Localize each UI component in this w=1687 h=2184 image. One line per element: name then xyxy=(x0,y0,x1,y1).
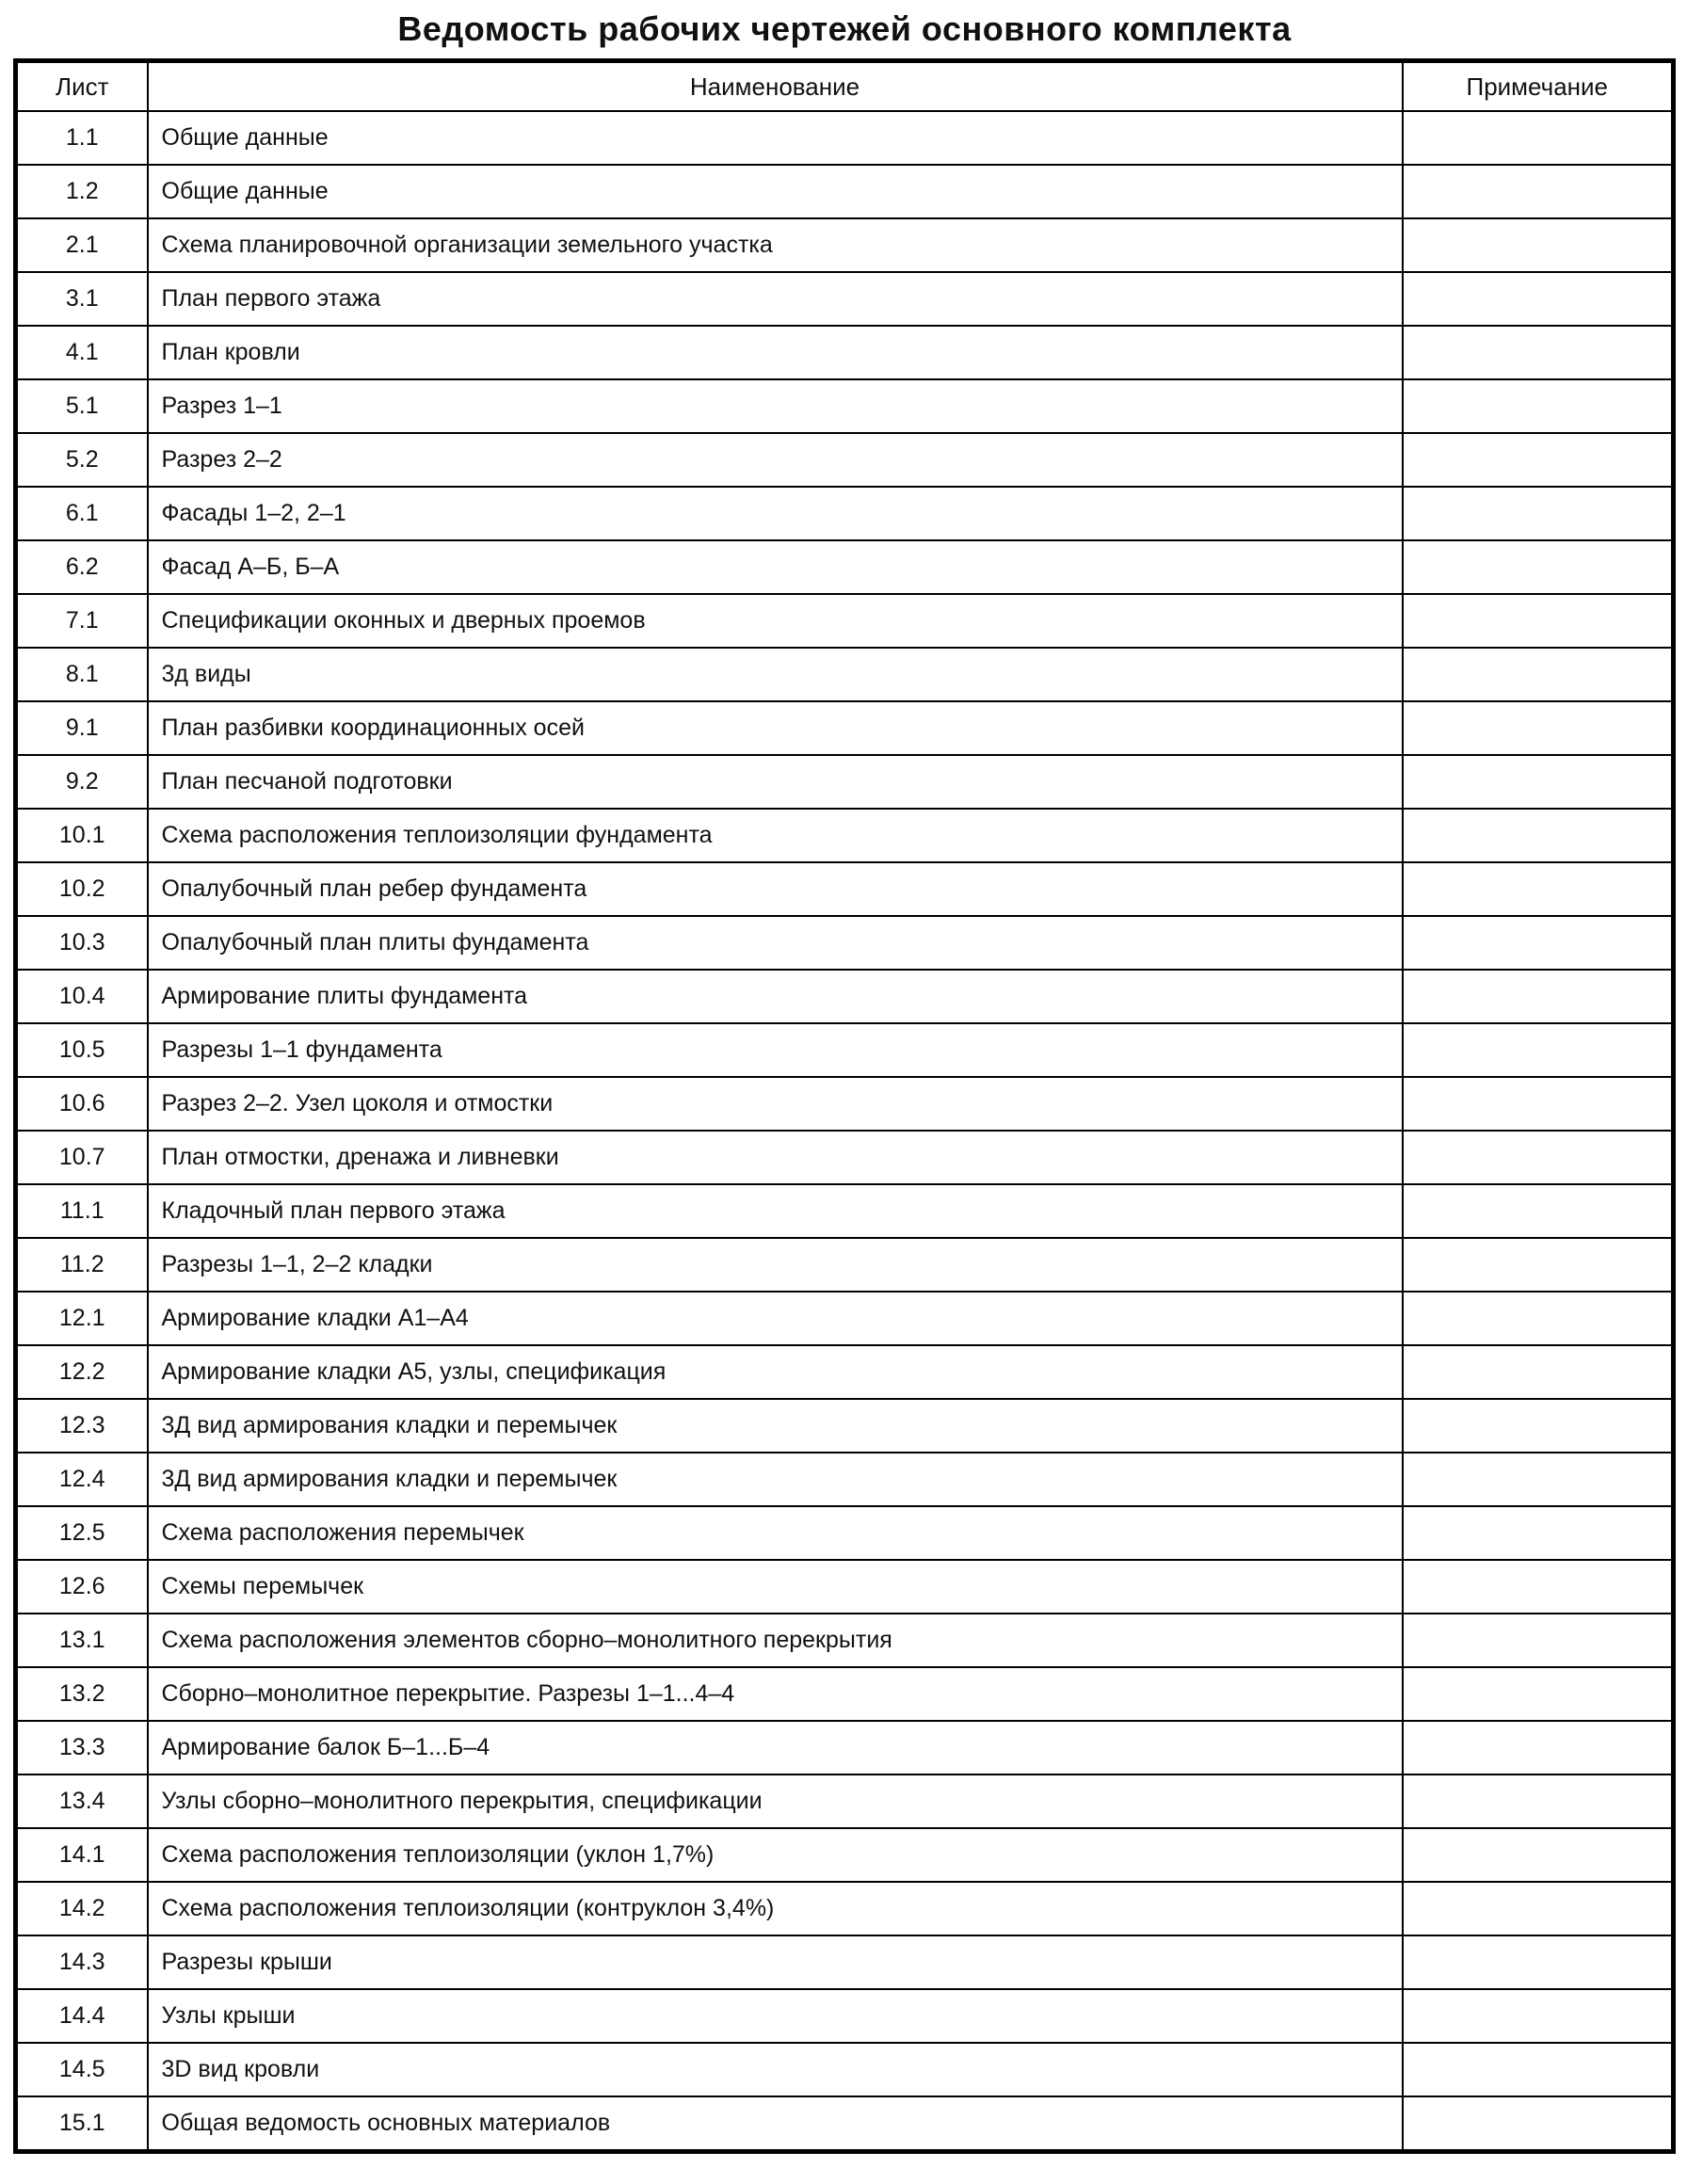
table-row xyxy=(16,862,1674,916)
cell-note xyxy=(1403,1023,1674,1077)
cell-sheet: 7.1 xyxy=(16,594,148,648)
cell-note xyxy=(1403,1989,1674,2043)
table-row xyxy=(16,809,1674,862)
cell-sheet: 1.2 xyxy=(16,165,148,218)
cell-note xyxy=(1403,970,1674,1023)
table-row xyxy=(16,1292,1674,1345)
cell-sheet: 12.4 xyxy=(16,1453,148,1506)
cell-note xyxy=(1403,1077,1674,1131)
header-sheet: Лист xyxy=(16,61,148,112)
cell-note xyxy=(1403,1774,1674,1828)
table-row xyxy=(16,594,1674,648)
cell-note xyxy=(1403,1560,1674,1614)
cell-note xyxy=(1403,165,1674,218)
cell-sheet: 10.3 xyxy=(16,916,148,970)
cell-note xyxy=(1403,1184,1674,1238)
table-row xyxy=(16,1560,1674,1614)
cell-note xyxy=(1403,701,1674,755)
table-row xyxy=(16,1774,1674,1828)
cell-name: Разрез 1–1 xyxy=(148,379,1403,433)
cell-note xyxy=(1403,1131,1674,1184)
table-row xyxy=(16,111,1674,165)
cell-name: Армирование балок Б–1...Б–4 xyxy=(148,1721,1403,1774)
cell-note xyxy=(1403,916,1674,970)
table-row xyxy=(16,1184,1674,1238)
table-row xyxy=(16,1345,1674,1399)
cell-sheet: 11.1 xyxy=(16,1184,148,1238)
cell-sheet: 14.1 xyxy=(16,1828,148,1882)
table-row xyxy=(16,272,1674,326)
cell-note xyxy=(1403,433,1674,487)
cell-note xyxy=(1403,809,1674,862)
cell-sheet: 9.2 xyxy=(16,755,148,809)
cell-note xyxy=(1403,1935,1674,1989)
cell-name: Спецификации оконных и дверных проемов xyxy=(148,594,1403,648)
table-row xyxy=(16,1721,1674,1774)
table-row xyxy=(16,1023,1674,1077)
header-row xyxy=(16,61,1674,112)
table-row xyxy=(16,1614,1674,1667)
table-row xyxy=(16,648,1674,701)
cell-name: Опалубочный план ребер фундамента xyxy=(148,862,1403,916)
table-row xyxy=(16,540,1674,594)
cell-name: 3д виды xyxy=(148,648,1403,701)
cell-note xyxy=(1403,862,1674,916)
cell-name: План песчаной подготовки xyxy=(148,755,1403,809)
table-row xyxy=(16,433,1674,487)
cell-sheet: 12.2 xyxy=(16,1345,148,1399)
page-title: Ведомость рабочих чертежей основного комплекта xyxy=(397,9,1292,48)
cell-note xyxy=(1403,1828,1674,1882)
cell-note xyxy=(1403,648,1674,701)
header-note: Примечание xyxy=(1403,61,1674,112)
table-header xyxy=(16,61,1674,112)
cell-name: Схема расположения теплоизоляции (уклон 1,7%) xyxy=(148,1828,1403,1882)
cell-name: Схема планировочной организации земельного участка xyxy=(148,218,1403,272)
cell-note xyxy=(1403,272,1674,326)
cell-sheet: 14.2 xyxy=(16,1882,148,1935)
cell-sheet: 6.1 xyxy=(16,487,148,540)
table-row xyxy=(16,1453,1674,1506)
table-row xyxy=(16,379,1674,433)
cell-note xyxy=(1403,1238,1674,1292)
cell-name: Общие данные xyxy=(148,111,1403,165)
cell-name: Узлы крыши xyxy=(148,1989,1403,2043)
cell-sheet: 5.2 xyxy=(16,433,148,487)
cell-name: План первого этажа xyxy=(148,272,1403,326)
cell-name: Схема расположения перемычек xyxy=(148,1506,1403,1560)
cell-sheet: 3.1 xyxy=(16,272,148,326)
cell-sheet: 4.1 xyxy=(16,326,148,379)
cell-name: Узлы сборно–монолитного перекрытия, спецификации xyxy=(148,1774,1403,1828)
header-name: Наименование xyxy=(148,61,1403,112)
cell-name: 3Д вид армирования кладки и перемычек xyxy=(148,1453,1403,1506)
cell-name: 3Д вид армирования кладки и перемычек xyxy=(148,1399,1403,1453)
cell-sheet: 13.1 xyxy=(16,1614,148,1667)
cell-note xyxy=(1403,1345,1674,1399)
cell-note xyxy=(1403,218,1674,272)
cell-sheet: 9.1 xyxy=(16,701,148,755)
cell-note xyxy=(1403,2043,1674,2096)
cell-sheet: 6.2 xyxy=(16,540,148,594)
cell-sheet: 10.2 xyxy=(16,862,148,916)
cell-name: План кровли xyxy=(148,326,1403,379)
cell-sheet: 10.5 xyxy=(16,1023,148,1077)
cell-name: Армирование кладки А5, узлы, спецификация xyxy=(148,1345,1403,1399)
table-row xyxy=(16,1131,1674,1184)
cell-note xyxy=(1403,1292,1674,1345)
table-row xyxy=(16,2096,1674,2152)
cell-sheet: 12.6 xyxy=(16,1560,148,1614)
cell-sheet: 10.6 xyxy=(16,1077,148,1131)
cell-sheet: 11.2 xyxy=(16,1238,148,1292)
table-row xyxy=(16,1238,1674,1292)
drawing-register-table xyxy=(13,58,1676,2154)
cell-sheet: 13.2 xyxy=(16,1667,148,1721)
cell-name: Общая ведомость основных материалов xyxy=(148,2096,1403,2152)
table-body xyxy=(16,111,1674,2152)
table-row xyxy=(16,326,1674,379)
table-row xyxy=(16,218,1674,272)
cell-name: Фасад А–Б, Б–А xyxy=(148,540,1403,594)
cell-name: План разбивки координационных осей xyxy=(148,701,1403,755)
cell-name: Разрезы 1–1, 2–2 кладки xyxy=(148,1238,1403,1292)
cell-name: Армирование кладки А1–А4 xyxy=(148,1292,1403,1345)
cell-note xyxy=(1403,755,1674,809)
cell-note xyxy=(1403,487,1674,540)
table-row xyxy=(16,1077,1674,1131)
table-row xyxy=(16,1828,1674,1882)
cell-name: Армирование плиты фундамента xyxy=(148,970,1403,1023)
table-row xyxy=(16,916,1674,970)
cell-name: Схема расположения элементов сборно–монолитного перекрытия xyxy=(148,1614,1403,1667)
table-row xyxy=(16,487,1674,540)
table-row xyxy=(16,1667,1674,1721)
table-row xyxy=(16,701,1674,755)
cell-note xyxy=(1403,1667,1674,1721)
cell-name: Схема расположения теплоизоляции фундамента xyxy=(148,809,1403,862)
table-row xyxy=(16,1989,1674,2043)
cell-name: Фасады 1–2, 2–1 xyxy=(148,487,1403,540)
cell-sheet: 10.7 xyxy=(16,1131,148,1184)
cell-name: Сборно–монолитное перекрытие. Разрезы 1–1...4–4 xyxy=(148,1667,1403,1721)
cell-name: 3D вид кровли xyxy=(148,2043,1403,2096)
cell-name: Схема расположения теплоизоляции (контруклон 3,4%) xyxy=(148,1882,1403,1935)
cell-note xyxy=(1403,1614,1674,1667)
cell-name: Разрезы 1–1 фундамента xyxy=(148,1023,1403,1077)
table-row xyxy=(16,755,1674,809)
cell-note xyxy=(1403,1453,1674,1506)
cell-name: Кладочный план первого этажа xyxy=(148,1184,1403,1238)
cell-note xyxy=(1403,540,1674,594)
cell-note xyxy=(1403,1506,1674,1560)
cell-sheet: 14.3 xyxy=(16,1935,148,1989)
cell-note xyxy=(1403,1882,1674,1935)
cell-note xyxy=(1403,326,1674,379)
cell-name: Разрезы крыши xyxy=(148,1935,1403,1989)
cell-sheet: 2.1 xyxy=(16,218,148,272)
cell-note xyxy=(1403,594,1674,648)
cell-sheet: 13.3 xyxy=(16,1721,148,1774)
table-row xyxy=(16,1506,1674,1560)
cell-note xyxy=(1403,1721,1674,1774)
cell-sheet: 14.5 xyxy=(16,2043,148,2096)
cell-name: План отмостки, дренажа и ливневки xyxy=(148,1131,1403,1184)
cell-sheet: 12.1 xyxy=(16,1292,148,1345)
cell-sheet: 1.1 xyxy=(16,111,148,165)
cell-sheet: 15.1 xyxy=(16,2096,148,2152)
cell-sheet: 14.4 xyxy=(16,1989,148,2043)
table-row xyxy=(16,1399,1674,1453)
cell-sheet: 10.4 xyxy=(16,970,148,1023)
cell-name: Общие данные xyxy=(148,165,1403,218)
cell-sheet: 8.1 xyxy=(16,648,148,701)
cell-note xyxy=(1403,1399,1674,1453)
cell-name: Опалубочный план плиты фундамента xyxy=(148,916,1403,970)
table-row xyxy=(16,2043,1674,2096)
cell-note xyxy=(1403,379,1674,433)
cell-sheet: 13.4 xyxy=(16,1774,148,1828)
cell-sheet: 10.1 xyxy=(16,809,148,862)
cell-name: Схемы перемычек xyxy=(148,1560,1403,1614)
cell-note xyxy=(1403,111,1674,165)
cell-sheet: 12.5 xyxy=(16,1506,148,1560)
cell-name: Разрез 2–2. Узел цоколя и отмостки xyxy=(148,1077,1403,1131)
cell-name: Разрез 2–2 xyxy=(148,433,1403,487)
table-row xyxy=(16,970,1674,1023)
cell-note xyxy=(1403,2096,1674,2152)
table-row xyxy=(16,1882,1674,1935)
table-row xyxy=(16,1935,1674,1989)
table-row xyxy=(16,165,1674,218)
cell-sheet: 5.1 xyxy=(16,379,148,433)
cell-sheet: 12.3 xyxy=(16,1399,148,1453)
